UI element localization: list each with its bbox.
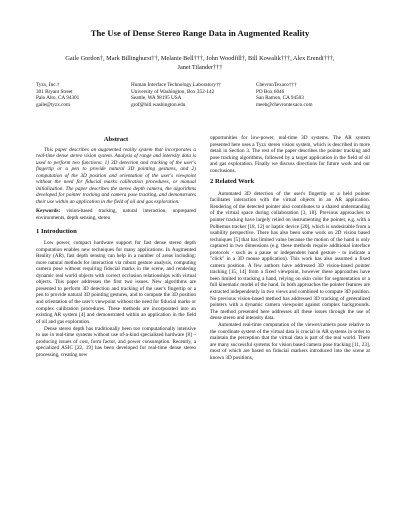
- affiliation-line: Tyzx, Inc.†: [36, 82, 60, 88]
- affiliation-line: Seattle, WA 98195 USA: [131, 95, 182, 102]
- section-heading-introduction: 1 Introduction: [36, 227, 77, 235]
- body-paragraph: Dense stereo depth has traditionally been too computationally intensive to use in real-time systems without use of-a-kind specialized hardware [8] – producing issues of cost, form factor, and power consumption. Recently, a specialized ASIC [22, 19] has been developed for real-time dense stereo processing, creating new: [36, 325, 196, 358]
- left-column: [36, 135, 196, 358]
- author-list: [36, 55, 364, 72]
- body-paragraph: opportunities for low-power, real-time 3D systems. The AR system presented here uses a Tyzx stereo vision system, which is described in more detail in Section 3. The rest of the paper describes the pointer tracking and pose tracking algorithms, followed by a target application in the field of oil and gas exploration. Finally we discuss directions for future work and our conclusions.: [210, 135, 370, 174]
- affiliation-line: 301 Bryant Street: [36, 88, 73, 95]
- affiliation-line: University of Washington, Box 352-142: [131, 88, 215, 95]
- author-line-1: Gaile Gordon†, Mark Billinghurst††, Melanie Bell†††, John Woodfill†, Bill Kowalik†††, Alex Erendi†††,: [65, 55, 335, 62]
- keywords: [36, 208, 196, 221]
- affiliation-line: Palo Alto, CA 94301: [36, 95, 80, 102]
- section-heading-related-work: 2 Related Work: [210, 178, 255, 186]
- author-line-2: Janet Tilander†††: [177, 63, 223, 71]
- affiliation-line: PO Box 6046: [256, 88, 285, 95]
- right-column: [210, 135, 370, 362]
- affiliation-hitlab: [131, 82, 221, 109]
- affiliation-line: San Ramon, CA 94583: [256, 95, 304, 102]
- body-paragraph: Automated real-time computation of the viewer/camera pose relative to the coordinate system of the virtual data is crucial in AR systems in order to maintain the perception that the virtual data is part of the real world. There are many successful systems for vision based camera pose tracking [11, 23], most of which are based on fiducial markers introduced into the scene at known 3D positions,: [210, 322, 370, 361]
- body-paragraph: Low power, compact hardware support for fast dense stereo depth computation enables new techniques for many applications. In Augmented Reality (AR), fast depth sensing can help in a number of areas including: more natural methods for interaction via robust gesture analysis, computing camera pose without requiring fiducial marks in the scene, and rendering dynamic real world objects with correct occlusion relationships with virtual objects. This paper addresses the first two issues. New algorithms are presented to perform 3D detection and tracking of the user's fingertip or a pen to provide natural 3D pointing gestures, and to compute the 3D position and orientation of the user's viewpoint without the need for fiducial marks or complex calibration procedures. These methods are incorporated into an existing AR system [4] and demonstrated within an application in the field of oil and gas exploration.: [36, 240, 196, 325]
- paper-title: The Use of Dense Stereo Range Data in Augmented Reality: [90, 28, 310, 38]
- body-paragraph: Automated 3D detection of the user's fingertip or a held pointer facilitates interaction with the virtual objects in an AR application. Rendering of the detected pointer also contributes to a shared understanding of the virtual space during collaboration [3, 18]. Previous approaches to pointer tracking have largely relied on instrumenting the pointer, e.g. with a Polhemus tracker [18, 12] or haptic device [20], which is undesirable from a usability perspective. There has also been some work on 2D vision based techniques [5] that has limited value because the motion of the hand is only captured in two dimensions (e.g. these methods require additional interface protocols - such as a pause or independent hand gesture - to indicate a "click" in a 3D mouse application). This work has also assumed a fixed camera position. A few authors have addressed 3D vision-based pointer tracking [15, 14] from a fixed viewpoint, however these approaches have been limited to tracking a hand, relying on skin color for segmentation or a full kinematic model of the hand. In both approaches the pointer features are extracted independently in two views and combined to compute 3D position. No previous vision-based method has addressed 3D tracking of generalized pointers with a dynamic camera viewpoint against complex backgrounds. The method presented here addresses all these issues through the use of dense stereo and intensity data.: [210, 190, 370, 322]
- affiliation-chevron: [256, 82, 312, 109]
- affiliation-email: gaile@tyzx.com: [36, 102, 71, 109]
- affiliation-email: meeb@chevrontexaco.com: [256, 102, 313, 109]
- affiliation-email: grof@hitl.washington.edu: [131, 102, 186, 109]
- keywords-label: Keywords:: [36, 208, 61, 215]
- affiliation-line: Human Interface Technology Laboratory††: [131, 82, 222, 88]
- keywords-text: vision-based tracking, natural interaction, unprepared environments, depth sensing, stereo: [36, 208, 196, 222]
- abstract-text: This paper describes an augmented reality system that incorporates a real-time dense stereo vision system. Analysis of range and intensity data is used to perform two functions: 1) 3D detection and tracking of the user's fingertip or a pen to provide natural 3D pointing gestures, and 2) computation of the 3D position and orientation of the user's viewpoint without the need for fiducial marks calibration procedures, or manual initialization. The paper describes the stereo depth camera, the algorithms developed for pointer tracking and camera pose tracking, and demonstrates their use within an application in the field of oil and gas exploration.: [36, 146, 196, 205]
- affiliation-tyzx: [36, 82, 79, 109]
- affiliation-line: ChevronTexaco†††: [256, 82, 297, 88]
- abstract-heading: Abstract: [103, 136, 129, 143]
